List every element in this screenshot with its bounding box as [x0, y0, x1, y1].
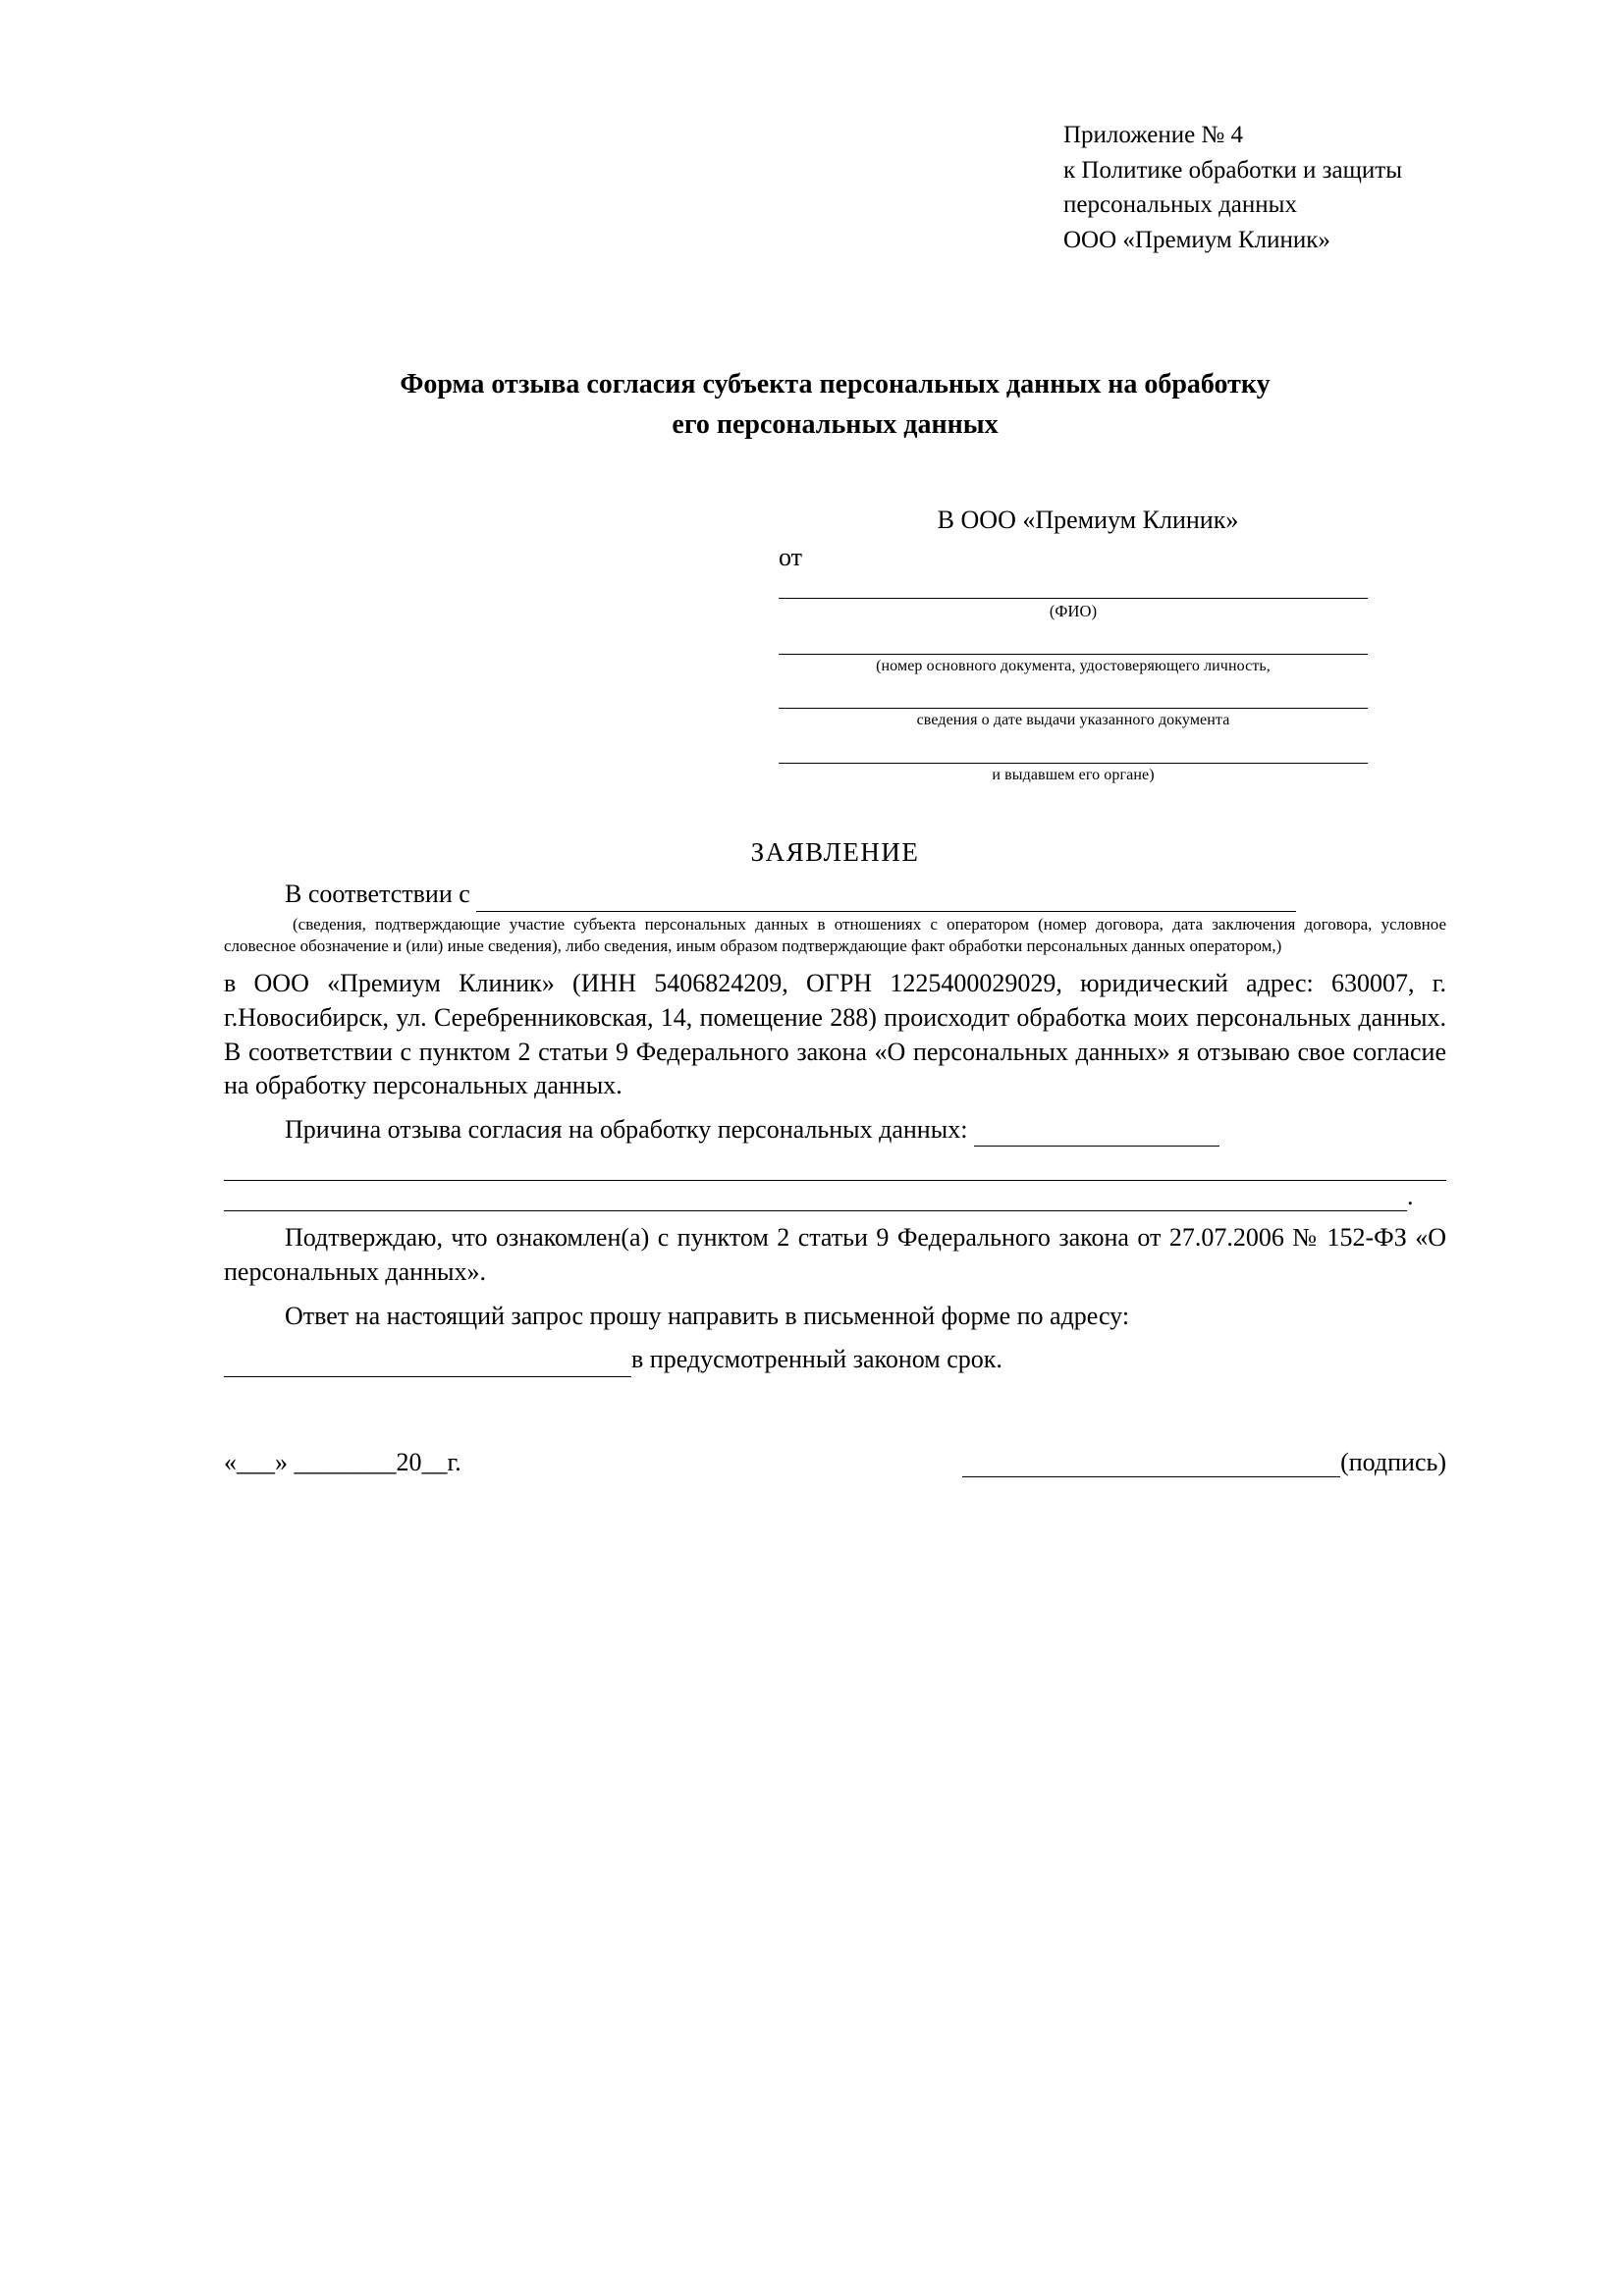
- addressee-block: [779, 506, 1368, 786]
- addressee-from-label: от: [779, 543, 803, 572]
- signature-input-line[interactable]: [962, 1455, 1340, 1477]
- appendix-line-3: персональных данных: [1063, 191, 1297, 218]
- document-date-caption: сведения о дате выдачи указанного документа: [916, 712, 1230, 729]
- confirm-paragraph: Подтверждаю, что ознакомлен(а) с пунктом 2 статьи 9 Федерального закона от 27.07.2006 № 152-ФЗ «О персональных данных».: [224, 1223, 1446, 1286]
- fineprint-note: [224, 914, 1446, 958]
- appendix-line-1: Приложение № 4: [1063, 122, 1244, 148]
- statement-heading: ЗАЯВЛЕНИЕ: [750, 837, 920, 868]
- page-title-line-2: его персональных данных: [672, 408, 999, 440]
- reply-paragraph: Ответ на настоящий запрос прошу направить в письменной форме по адресу:: [285, 1301, 1130, 1330]
- in-accordance-input-line[interactable]: [476, 889, 1296, 912]
- reason-input-line-2[interactable]: [224, 1150, 1446, 1181]
- in-accordance-line: [224, 878, 1446, 912]
- reason-line: [224, 1113, 1446, 1148]
- main-paragraph: в ООО «Премиум Клиник» (ИНН 5406824209, ОГРН 1225400029029, юридический адрес: 630007, г. г.Новосибирск, ул. Серебренниковская, 14, помещение 288) происходит обработка моих персональных данных. В соответствии с пунктом 2 статьи 9 Федерального закона «О персональных данных» я отзываю свое согласие на обработку персональных данных.: [224, 969, 1446, 1100]
- reason-input-line-3[interactable]: [224, 1181, 1407, 1211]
- signature-row: [224, 1448, 1446, 1477]
- reason-input-line-3-wrap: [224, 1181, 1446, 1211]
- document-issuer-input-line[interactable]: [779, 737, 1368, 764]
- reason-tail: .: [1407, 1182, 1414, 1211]
- reason-input-line-1[interactable]: [974, 1124, 1219, 1147]
- reply-tail: в предусмотренный законом срок.: [631, 1345, 1002, 1374]
- document-issuer-caption: и выдавшем его органе): [992, 767, 1155, 784]
- document-number-input-line[interactable]: [779, 628, 1368, 655]
- appendix-header: [1063, 118, 1446, 257]
- document-content: [224, 118, 1446, 1477]
- signature-block: [685, 1448, 1446, 1477]
- page-title-line-1: Форма отзыва согласия субъекта персональных данных на обработку: [400, 369, 1271, 400]
- document-number-caption: (номер основного документа, удостоверяющего личность,: [876, 657, 1271, 674]
- appendix-line-4: ООО «Премиум Клиник»: [1063, 226, 1330, 253]
- fio-caption: (ФИО): [1049, 602, 1098, 621]
- addressee-organization: В ООО «Премиум Клиник»: [937, 506, 1239, 535]
- fineprint-text: (сведения, подтверждающие участие субъекта персональных данных в отношениях с оператором (номер договора, дата заключения договора, условное словесное обозначение и (или) иные сведения), либо сведения, иным образом подтверждающие факт обработки персональных данных оператором,): [224, 914, 1446, 956]
- reply-address-input-line[interactable]: [224, 1355, 631, 1377]
- signature-caption: (подпись): [1340, 1447, 1446, 1476]
- reason-label: Причина отзыва согласия на обработку персональных данных:: [285, 1114, 968, 1144]
- reply-address-line: [224, 1343, 1446, 1377]
- appendix-line-2: к Политике обработки и защиты: [1063, 156, 1403, 184]
- page-title: [224, 365, 1446, 445]
- in-accordance-label: В соответствии с: [285, 880, 470, 909]
- date-line[interactable]: «___» ________20__г.: [224, 1447, 461, 1476]
- fio-input-line[interactable]: [779, 572, 1368, 599]
- document-date-input-line[interactable]: [779, 682, 1368, 709]
